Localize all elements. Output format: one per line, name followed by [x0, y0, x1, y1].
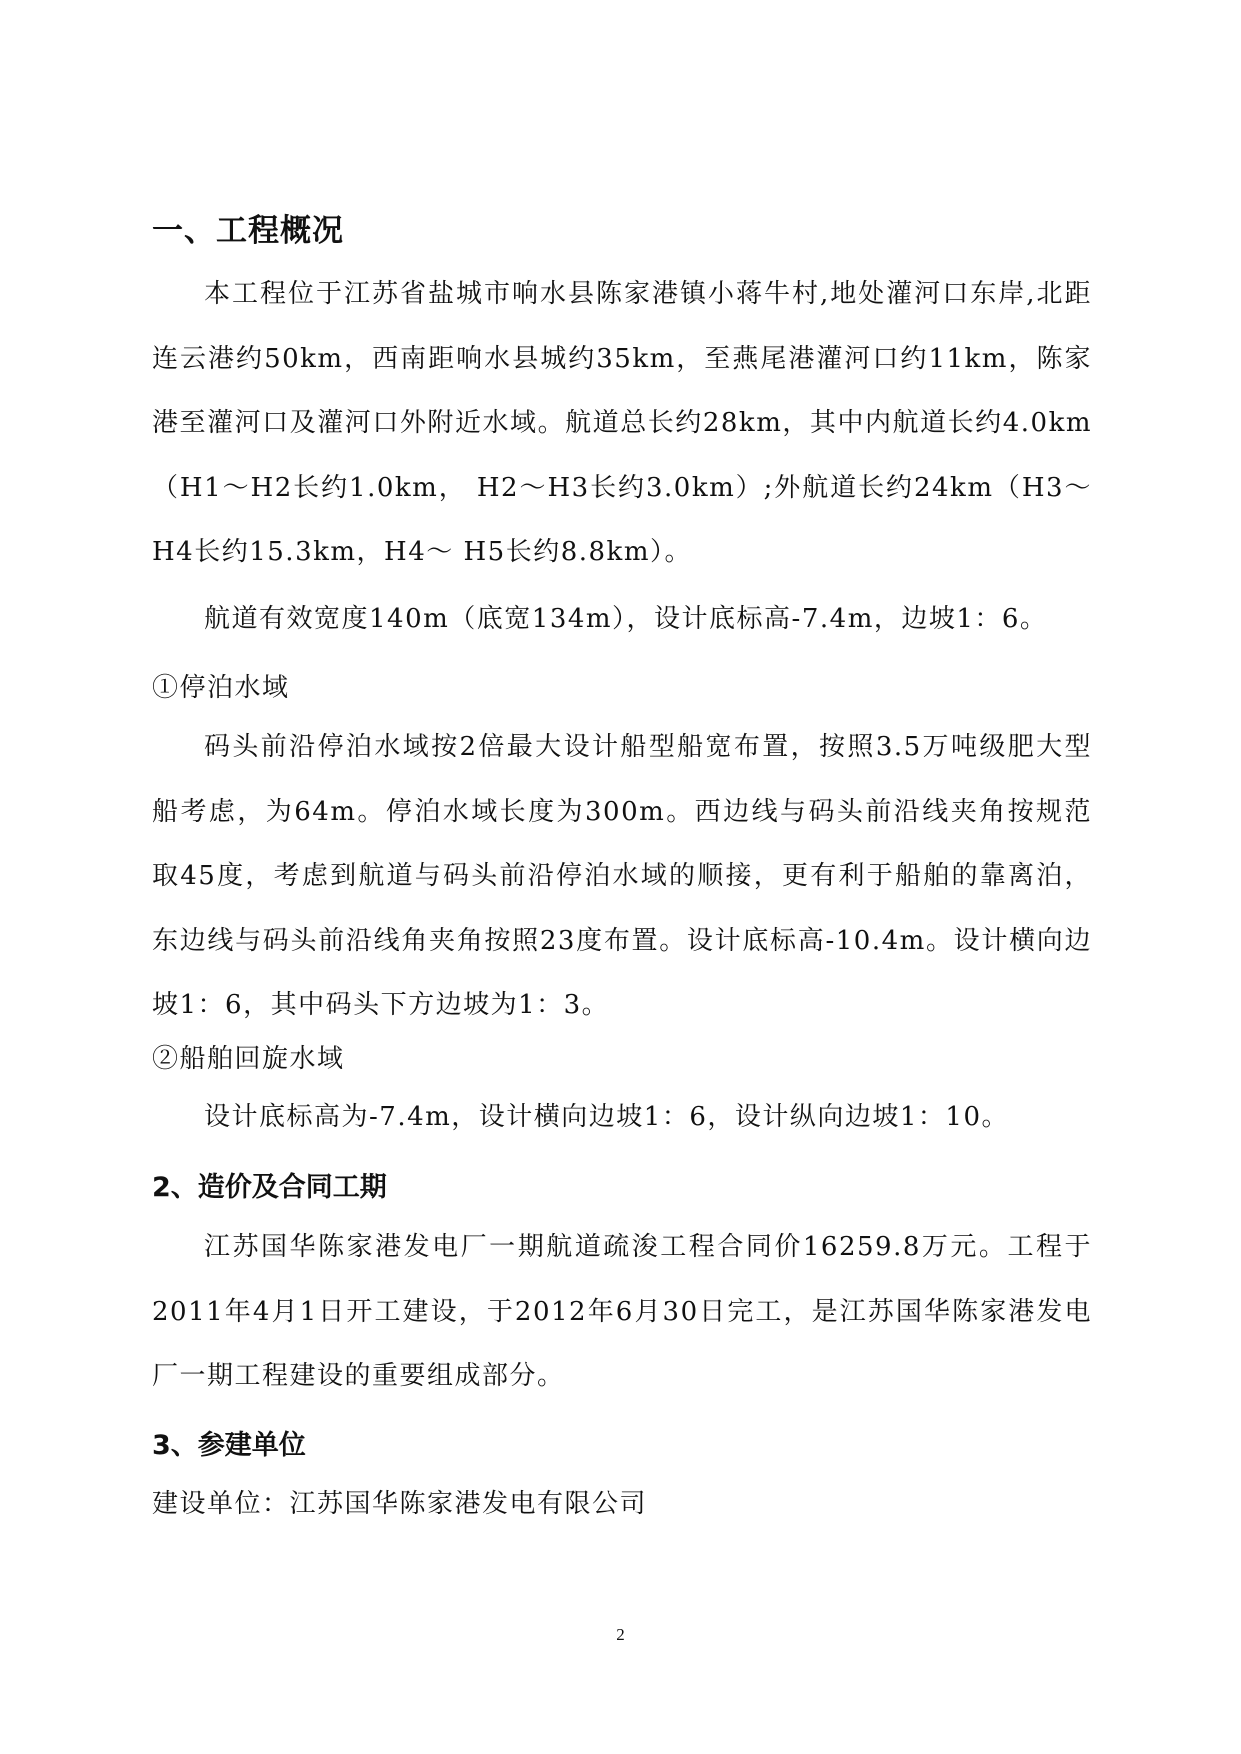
paragraph-channel-width: 航道有效宽度140m（底宽134m），设计底标高-7.4m，边坡1：6。 — [204, 604, 1048, 634]
paragraph-project-location: 本工程位于江苏省盐城市响水县陈家港镇小蒋牛村,地处灌河口东岸,北距连云港约50km，西南距响水县城约35km，至燕尾港灌河口约11km，陈家港至灌河口及灌河口外附近水域。航道总长约28km，其中内航道长约4.0km（H1～H2长约1.0km， H2～H3长约3.0km）;外航道长约24km（H3～H4长约15.3km，H4～ H5长约8.8km）。 — [152, 279, 1092, 567]
paragraph-construction-unit: 建设单位：江苏国华陈家港发电有限公司 — [152, 1489, 648, 1519]
page-number: 2 — [616, 1625, 625, 1644]
subheading-berthing-area: ①停泊水域 — [152, 673, 290, 703]
paragraph-turning-area: 设计底标高为-7.4m，设计横向边坡1：6，设计纵向边坡1：10。 — [204, 1102, 1009, 1132]
section-heading-cost-schedule: 2、造价及合同工期 — [152, 1172, 387, 1203]
subheading-turning-area: ②船舶回旋水域 — [152, 1044, 345, 1074]
section-heading-participants: 3、参建单位 — [152, 1430, 306, 1461]
paragraph-berthing-area: 码头前沿停泊水域按2倍最大设计船型船宽布置，按照3.5万吨级肥大型船考虑，为64m。停泊水域长度为300m。西边线与码头前沿线夹角按规范取45度，考虑到航道与码头前沿停泊水域的顺接，更有利于船舶的靠离泊，东边线与码头前沿线角夹角按照23度布置。设计底标高-10.4m。设计横向边坡1：6，其中码头下方边坡为1：3。 — [152, 732, 1092, 1020]
paragraph-cost-schedule: 江苏国华陈家港发电厂一期航道疏浚工程合同价16259.8万元。工程于 2011年4月1日开工建设，于2012年6月30日完工，是江苏国华陈家港发电厂一期工程建设的重要组成部分。 — [152, 1232, 1120, 1391]
section-heading-project-overview: 一、工程概况 — [152, 213, 344, 249]
